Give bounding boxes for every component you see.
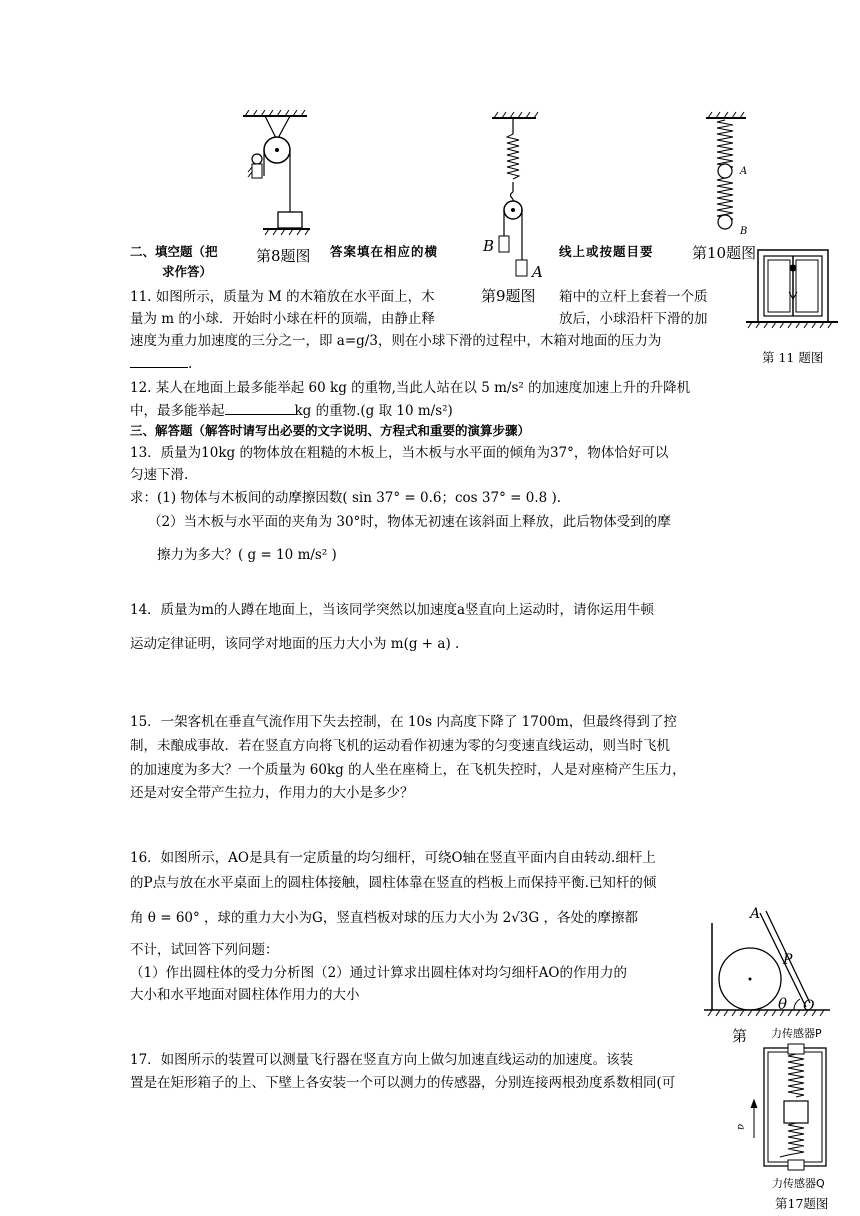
q15-line2: 制，未酿成事故．若在竖直方向将飞机的运动看作初速为零的匀变速直线运动，则当时飞机 <box>130 738 670 754</box>
q15-line1: 15．一架客机在垂直气流作用下失去控制，在 10s 内高度下降了 1700m，但最终得到了控 <box>130 714 677 730</box>
q15-line3: 的加速度为多大？一个质量为 60kg 的人坐在座椅上，在飞机失控时，人是对座椅产生压力， <box>130 762 686 778</box>
q11-line4-end: . <box>188 356 193 372</box>
label-fig17-a: a <box>735 1124 746 1130</box>
q16-line1: 16．如图所示，AO是具有一定质量的均匀细杆，可绕O轴在竖直平面内自由转动.细杆上 <box>130 850 656 866</box>
q11-line2a: 量为 m 的小球．开始时小球在杆的顶端，由静止释 <box>130 311 435 327</box>
figure-10 <box>700 110 760 240</box>
q14-line1: 14．质量为m的人蹲在地面上，当该同学突然以加速度a竖直向上运动时，请你运用牛顿 <box>130 602 655 618</box>
label-fig16-theta: θ <box>778 995 788 1013</box>
q11-line1b: 箱中的立杆上套着一个质 <box>559 289 708 305</box>
q15-line4: 还是对安全带产生拉力，作用力的大小是多少？ <box>130 785 414 801</box>
q16-line5: （1）作出圆柱体的受力分析图（2）通过计算求出圆柱体对均匀细杆AO的作用力的 <box>130 965 627 981</box>
q13-line2: 匀速下滑. <box>130 467 189 483</box>
label-fig17-sensor-p: 力传感器P <box>771 1024 822 1044</box>
q13-line3: 求：(1) 物体与木板间的动摩擦因数( sin 37° = 0.6；cos 37° = 0.8 ). <box>130 490 562 506</box>
label-fig17-sensor-q: 力传感器Q <box>772 1177 825 1190</box>
caption-fig17: 第17题图 <box>775 1196 829 1211</box>
q16-line4: 不计，试回答下列问题： <box>130 942 279 958</box>
section2-heading-part3: 线上或按题目要 <box>559 244 654 259</box>
q11-line2b: 放后，小球沿杆下滑的加 <box>559 311 708 327</box>
label-fig16-o: O <box>803 998 815 1014</box>
caption-fig16: 第 <box>732 1027 748 1045</box>
q12-line2-post: kg 的重物.(g 取 10 m/s²) <box>294 403 453 419</box>
q16-line3: 角 θ = 60° ，球的重力大小为G，竖直档板对球的压力大小为 2√3G ，各处的摩擦都 <box>130 910 638 926</box>
label-fig16-a: A <box>750 906 761 922</box>
figure-11 <box>744 246 840 338</box>
label-fig9-b: B <box>483 237 495 255</box>
caption-fig11: 第 11 题图 <box>762 350 824 365</box>
caption-fig10: 第10题图 <box>692 244 757 262</box>
q12-line2 <box>130 400 453 421</box>
q16-line2: 的P点与放在水平桌面上的圆柱体接触，圆柱体靠在竖直的档板上而保持平衡.已知杆的倾 <box>130 875 657 891</box>
section2-heading-part2: 答案填在相应的横 <box>330 244 439 259</box>
q13-line4: （2）当木板与水平面的夹角为 30°时，物体无初速在该斜面上释放，此后物体受到的摩 <box>148 514 671 530</box>
q11-line3: 速度为重力加速度的三分之一，即 a=g/3，则在小球下滑的过程中，木箱对地面的压力为 <box>130 333 662 349</box>
section3-heading: 三、解答题（解答时请写出必要的文字说明、方程式和重要的演算步骤） <box>130 423 531 438</box>
label-fig9-a: A <box>532 263 543 281</box>
caption-fig8: 第8题图 <box>256 247 311 265</box>
figure-8 <box>235 110 325 240</box>
figure-17 <box>742 1042 842 1174</box>
q11-line1a: 11. 如图所示，质量为 M 的木箱放在水平面上，木 <box>130 289 435 305</box>
label-fig10-b: B <box>740 226 748 237</box>
q17-line1: 17．如图所示的装置可以测量飞行器在竖直方向上做匀加速直线运动的加速度。该装 <box>130 1052 634 1068</box>
q16-line6: 大小和水平地面对圆柱体作用力的大小 <box>130 987 360 1003</box>
label-fig10-a: A <box>740 166 748 177</box>
section2-heading-part1: 二、填空题（把 <box>130 244 218 259</box>
q12-line2-pre: 中，最多能举起 <box>130 403 225 419</box>
label-fig16-p: P <box>783 952 793 968</box>
q12-answer-blank[interactable] <box>225 400 295 415</box>
section2-heading-part4: 求作答） <box>162 264 213 279</box>
caption-fig9: 第9题图 <box>481 287 536 305</box>
q13-line1: 13．质量为10kg 的物体放在粗糙的木板上，当木板与水平面的倾角为37°，物体恰好可以 <box>130 445 669 461</box>
q11-answer-blank[interactable] <box>130 353 192 374</box>
q14-line2: 运动定律证明，该同学对地面的压力大小为 m(g + a) . <box>130 636 460 652</box>
q13-line5: 擦力为多大？( g = 10 m/s² ) <box>157 547 337 563</box>
q12-line1: 12. 某人在地面上最多能举起 60 kg 的重物,当此人站在以 5 m/s² 的加速度加速上升的升降机 <box>130 380 691 396</box>
q17-line2: 置是在矩形箱子的上、下壁上各安装一个可以测力的传感器，分别连接两根劲度系数相同(可 <box>130 1075 676 1091</box>
